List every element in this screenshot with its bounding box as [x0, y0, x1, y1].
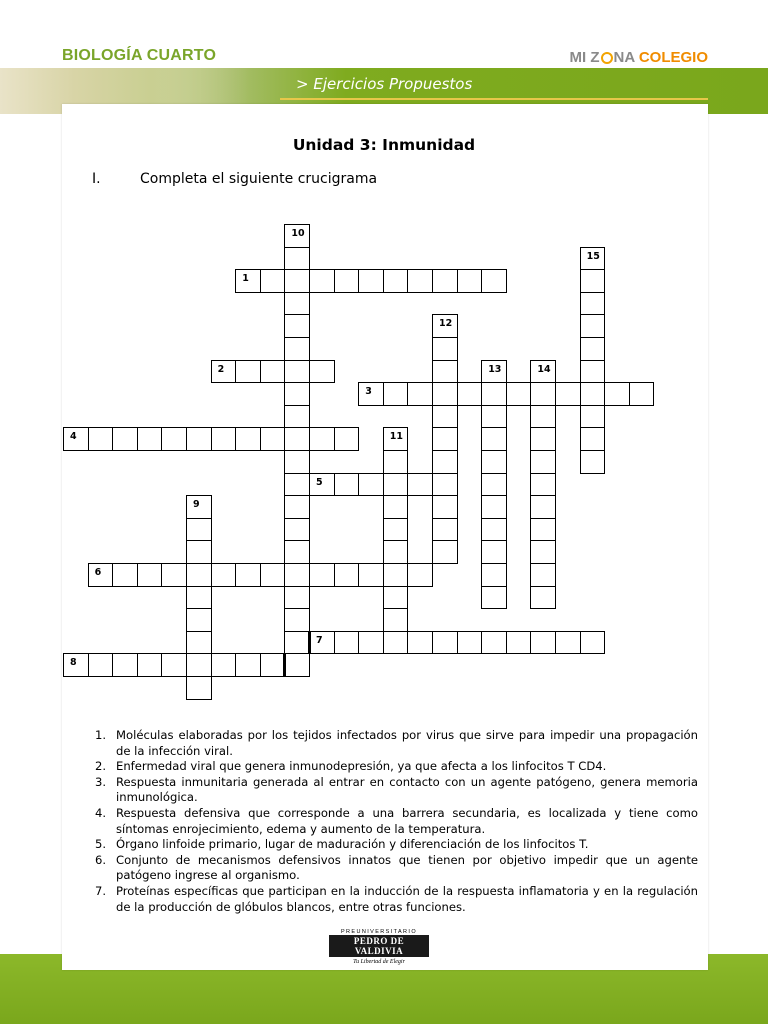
crossword-cell[interactable] [506, 382, 532, 406]
crossword-cell[interactable] [211, 653, 237, 677]
crossword-cell[interactable] [284, 314, 310, 338]
clue-text: Enfermedad viral que genera inmunodepresión, ya que afecta a los linfocitos T CD4. [116, 759, 607, 774]
clue-item [95, 759, 698, 775]
crossword-cell[interactable] [432, 473, 458, 497]
clue-number: 7. [95, 883, 107, 898]
crossword-cell[interactable] [235, 563, 261, 587]
crossword-cell[interactable] [383, 608, 409, 632]
crossword-clue-number: 9 [193, 499, 200, 511]
crossword-cell[interactable] [555, 382, 581, 406]
crossword-clue-number: 4 [70, 431, 77, 443]
crossword-clue-number: 15 [586, 250, 600, 262]
crossword-cell[interactable] [383, 518, 409, 542]
crossword-clue-number: 1 [242, 273, 249, 285]
footer-logo [329, 929, 429, 965]
crossword-cell[interactable] [383, 631, 409, 655]
crossword-cell[interactable] [407, 473, 433, 497]
crossword-cell[interactable] [112, 427, 138, 451]
crossword-cell[interactable] [481, 631, 507, 655]
crossword-cell[interactable] [186, 608, 212, 632]
crossword-cell[interactable] [481, 450, 507, 474]
crossword-cell[interactable] [432, 360, 458, 384]
crossword-cell[interactable] [284, 405, 310, 429]
crossword-cell[interactable] [284, 540, 310, 564]
crossword-cell[interactable] [186, 631, 212, 655]
crossword-cell[interactable] [481, 586, 507, 610]
crossword-cell[interactable] [481, 382, 507, 406]
crossword-cell[interactable] [137, 653, 163, 677]
crossword-cell[interactable] [481, 495, 507, 519]
crossword-cell[interactable] [284, 495, 310, 519]
crossword-cell[interactable] [530, 450, 556, 474]
crossword-cell[interactable] [407, 269, 433, 293]
crossword-cell[interactable] [580, 427, 606, 451]
crossword-cell[interactable] [309, 269, 335, 293]
crossword-cell[interactable] [432, 540, 458, 564]
clue-number: 3. [95, 774, 107, 789]
crossword-cell[interactable] [580, 450, 606, 474]
crossword-cell[interactable] [530, 540, 556, 564]
banner-title: > Ejercicios Propuestos [296, 75, 473, 93]
crossword-clue-number: 3 [365, 386, 372, 398]
crossword-cell[interactable] [112, 653, 138, 677]
crossword-cell[interactable] [284, 450, 310, 474]
crossword-cell[interactable] [432, 427, 458, 451]
crossword-clue-number: 2 [217, 363, 225, 375]
crossword-cell[interactable] [580, 314, 606, 338]
brand-title: BIOLOGÍA CUARTO [62, 47, 217, 64]
clue-number: 6. [95, 852, 107, 867]
crossword-cell[interactable] [284, 360, 310, 384]
clue-list [95, 728, 698, 915]
crossword-cell[interactable] [186, 540, 212, 564]
crossword-cell[interactable] [211, 563, 237, 587]
clue-text: Proteínas específicas que participan en la inducción de la respuesta inflamatoria y en la regulación de la producción de glóbulos blancos, entre otras funciones. [116, 883, 698, 914]
crossword-cell[interactable] [358, 473, 384, 497]
crossword-cell[interactable] [284, 608, 310, 632]
crossword-cell[interactable] [334, 631, 360, 655]
page-title: Unidad 3: Inmunidad [292, 136, 476, 154]
clue-text: Respuesta defensiva que corresponde a una barrera secundaria, es localizada y tiene como síntomas enrojecimiento, edema y aumento de la temperatura. [116, 805, 698, 836]
clue-number: 1. [95, 728, 107, 742]
crossword-cell[interactable] [186, 676, 212, 700]
crossword-cell[interactable] [260, 563, 286, 587]
crossword-cell[interactable] [284, 247, 310, 271]
crossword-cell[interactable] [358, 269, 384, 293]
crossword-cell[interactable] [580, 337, 606, 361]
crossword-cell[interactable] [186, 427, 212, 451]
clue-number: 5. [95, 837, 107, 852]
crossword-cell[interactable] [457, 269, 483, 293]
crossword-cell[interactable] [432, 337, 458, 361]
crossword-cell[interactable] [432, 495, 458, 519]
crossword-cell[interactable] [284, 337, 310, 361]
crossword-cell[interactable] [432, 382, 458, 406]
crossword-cell[interactable] [604, 382, 630, 406]
crossword-cell[interactable] [629, 382, 655, 406]
crossword-cell[interactable] [481, 269, 507, 293]
crossword-cell[interactable] [137, 563, 163, 587]
crossword-cell[interactable] [383, 450, 409, 474]
crossword-cell[interactable] [284, 586, 310, 610]
crossword-cell[interactable] [211, 427, 237, 451]
crossword-cell[interactable] [260, 427, 286, 451]
crossword-cell[interactable] [284, 563, 310, 587]
clue-item [95, 775, 698, 806]
crossword-cell[interactable] [309, 563, 335, 587]
crossword-cell[interactable] [530, 631, 556, 655]
crossword-cell[interactable] [284, 653, 310, 677]
section-instruction: Completa el siguiente crucigrama [140, 171, 378, 187]
crossword-cell[interactable] [186, 653, 212, 677]
crossword-cell[interactable] [88, 653, 114, 677]
crossword-cell[interactable] [432, 518, 458, 542]
crossword-cell[interactable] [481, 563, 507, 587]
crossword-cell[interactable] [580, 631, 606, 655]
crossword-cell[interactable] [284, 292, 310, 316]
crossword-cell[interactable] [457, 382, 483, 406]
clue-item [95, 837, 698, 853]
crossword-cell[interactable] [530, 518, 556, 542]
crossword-cell[interactable] [481, 405, 507, 429]
clue-number: 2. [95, 759, 107, 774]
crossword-cell[interactable] [186, 518, 212, 542]
section-number: I. [92, 171, 101, 187]
crossword-cell[interactable] [407, 382, 433, 406]
portal-logo [570, 49, 708, 66]
crossword-cell[interactable] [580, 292, 606, 316]
portal-logo-colegio: COLEGIO [638, 49, 708, 66]
crossword-cell[interactable] [530, 495, 556, 519]
crossword-cell[interactable] [358, 631, 384, 655]
footer-logo-pre: PREUNIVERSITARIO [340, 929, 418, 935]
portal-logo-na: NA [613, 49, 635, 66]
crossword-cell[interactable] [235, 427, 261, 451]
crossword-cell[interactable] [284, 427, 310, 451]
clue-number: 4. [95, 805, 107, 820]
crossword-clue-number: 10 [291, 228, 305, 239]
portal-logo-z: Z [590, 49, 600, 66]
crossword-cell[interactable] [506, 631, 532, 655]
clue-text: Respuesta inmunitaria generada al entrar en contacto con un agente patógeno, genera memoria inmunológica. [116, 774, 698, 805]
crossword-cell[interactable] [407, 563, 433, 587]
crossword-clue-number: 12 [439, 318, 453, 330]
crossword-cell[interactable] [235, 653, 261, 677]
crossword-cell[interactable] [260, 269, 286, 293]
crossword-cell[interactable] [137, 427, 163, 451]
crossword-clue-number: 6 [94, 567, 102, 578]
crossword-cell[interactable] [383, 586, 409, 610]
crossword-thick-divider [308, 631, 311, 655]
crossword-cell[interactable] [334, 269, 360, 293]
crossword-cell[interactable] [284, 382, 310, 406]
crossword-cell[interactable] [530, 382, 556, 406]
crossword-clue-number: 5 [316, 476, 323, 488]
crossword-cell[interactable] [112, 563, 138, 587]
crossword-clue-number: 13 [488, 363, 502, 375]
crossword-cell[interactable] [555, 631, 581, 655]
crossword-cell[interactable] [358, 563, 384, 587]
clue-item [95, 884, 698, 915]
crossword-cell[interactable] [383, 473, 409, 497]
crossword-clue-number: 8 [70, 657, 77, 669]
clue-item [95, 806, 698, 837]
portal-logo-mi: MI [569, 49, 587, 66]
crossword-cell[interactable] [334, 427, 360, 451]
crossword-cell[interactable] [432, 269, 458, 293]
crossword-cell[interactable] [161, 427, 187, 451]
crossword-cell[interactable] [284, 631, 310, 655]
crossword-cell[interactable] [432, 405, 458, 429]
crossword-cell[interactable] [334, 563, 360, 587]
clue-text: Conjunto de mecanismos defensivos innatos que tienen por objetivo impedir que un agente patógeno ingrese al organismo. [116, 852, 698, 883]
crossword-cell[interactable] [186, 563, 212, 587]
crossword-clue-number: 14 [537, 363, 551, 375]
crossword-cell[interactable] [407, 631, 433, 655]
footer-logo-tagline: Tu Libertad de Elegir [353, 959, 405, 965]
portal-logo-o-icon [601, 52, 613, 64]
crossword-cell[interactable] [383, 269, 409, 293]
crossword-cell[interactable] [481, 540, 507, 564]
crossword-cell[interactable] [481, 473, 507, 497]
crossword-cell[interactable] [284, 473, 310, 497]
crossword-cell[interactable] [432, 450, 458, 474]
clue-item [95, 853, 698, 884]
crossword-cell[interactable] [580, 269, 606, 293]
crossword-cell[interactable] [457, 631, 483, 655]
crossword-cell[interactable] [260, 653, 286, 677]
crossword-cell[interactable] [309, 360, 335, 384]
crossword-cell[interactable] [161, 653, 187, 677]
clue-text: Moléculas elaboradas por los tejidos infectados por virus que sirve para impedir una propagación de la infección viral. [116, 728, 698, 758]
crossword-cell[interactable] [284, 269, 310, 293]
crossword-cell[interactable] [530, 405, 556, 429]
crossword-cell[interactable] [186, 586, 212, 610]
crossword-cell[interactable] [580, 360, 606, 384]
crossword-cell[interactable] [580, 382, 606, 406]
crossword-clue-number: 7 [316, 634, 323, 646]
crossword-cell[interactable] [530, 473, 556, 497]
clue-text: Órgano linfoide primario, lugar de maduración y diferenciación de los linfocitos T. [116, 837, 589, 852]
clue-item [95, 728, 698, 759]
crossword-cell[interactable] [530, 586, 556, 610]
crossword-thick-divider [283, 653, 286, 677]
crossword-cell[interactable] [383, 540, 409, 564]
crossword-cell[interactable] [530, 563, 556, 587]
crossword-cell[interactable] [530, 427, 556, 451]
crossword-cell[interactable] [383, 495, 409, 519]
crossword-cell[interactable] [383, 382, 409, 406]
crossword-cell[interactable] [481, 427, 507, 451]
crossword-cell[interactable] [481, 518, 507, 542]
crossword-cell[interactable] [580, 405, 606, 429]
banner-divider [280, 98, 708, 100]
footer-logo-name: PEDRO DE VALDIVIA [329, 935, 429, 957]
crossword-cell[interactable] [235, 360, 261, 384]
crossword-cell[interactable] [334, 473, 360, 497]
crossword-clue-number: 11 [389, 431, 404, 443]
crossword-cell[interactable] [161, 563, 187, 587]
crossword-cell[interactable] [383, 563, 409, 587]
crossword-cell[interactable] [260, 360, 286, 384]
crossword-cell[interactable] [432, 631, 458, 655]
crossword-cell[interactable] [284, 518, 310, 542]
crossword-cell[interactable] [309, 427, 335, 451]
crossword-cell[interactable] [88, 427, 114, 451]
